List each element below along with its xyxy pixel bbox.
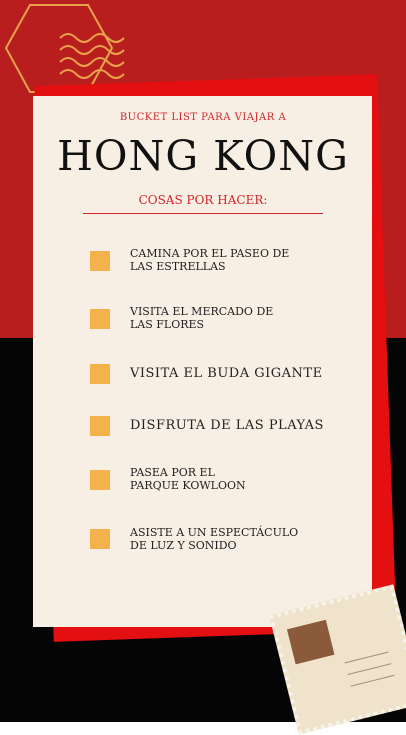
checkbox[interactable] — [90, 529, 110, 549]
checkbox[interactable] — [90, 416, 110, 436]
section-heading: COSAS POR HACER: — [138, 193, 268, 207]
checkbox[interactable] — [90, 309, 110, 329]
stamp-image — [287, 620, 335, 665]
item-label: VISITA EL MERCADO DE LAS FLORES — [130, 305, 274, 331]
item-label: PASEA POR EL PARQUE KOWLOON — [130, 466, 246, 492]
item-label: CAMINA POR EL PASEO DE LAS ESTRELLAS — [130, 247, 290, 273]
page-title: HONG KONG — [57, 132, 349, 180]
subtitle: BUCKET LIST PARA VIAJAR A — [119, 112, 287, 123]
item-label: ASISTE A UN ESPECTÁCULO DE LUZ Y SONIDO — [130, 526, 299, 552]
item-label: VISITA EL BUDA GIGANTE — [130, 366, 323, 381]
checkbox[interactable] — [90, 364, 110, 384]
item-label: DISFRUTA DE LAS PLAYAS — [130, 418, 324, 433]
checkbox[interactable] — [90, 470, 110, 490]
divider — [83, 213, 323, 214]
checkbox[interactable] — [90, 251, 110, 271]
